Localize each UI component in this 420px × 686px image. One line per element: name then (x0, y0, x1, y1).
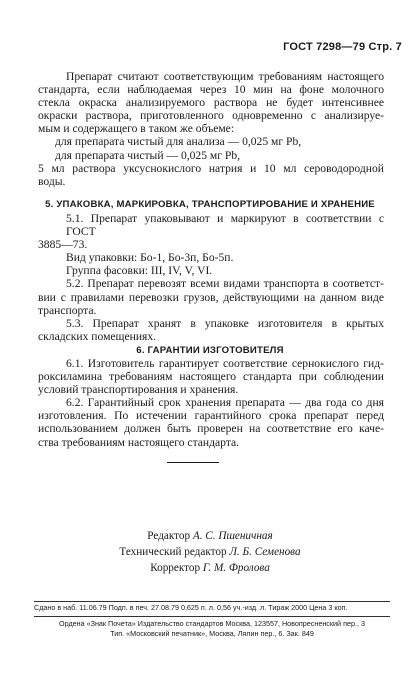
text-line: 6.1. Изготовитель гарантирует соответствие сернокислого гид- (66, 357, 384, 370)
imprint-rule-middle (34, 616, 390, 617)
credit-role: Корректор (150, 562, 201, 574)
intro-paragraph (38, 70, 384, 188)
credit-role: Технический редактор (119, 546, 227, 558)
credits-block (0, 528, 420, 576)
credit-name: Л. Б. Семенова (229, 546, 301, 558)
text-line: окраски раствора, приготовленного одновременно с анализируе- (38, 109, 384, 123)
imprint-rule-top (34, 601, 390, 602)
section-heading: 5. УПАКОВКА, МАРКИРОВКА, ТРАНСПОРТИРОВАНИЕ И ХРАНЕНИЕ (45, 199, 375, 210)
text-line: мым и содержащего в таком же объеме: (38, 122, 235, 136)
text-line: для препарата чистый для анализа — 0,025 мг Pb, (55, 135, 302, 149)
credit-name: Г. М. Фролова (202, 562, 270, 574)
imprint-text: Тип. «Московский печатник», Москва, Лялин пер., 6. Зак. 849 (110, 629, 314, 639)
section-6-body (38, 357, 384, 449)
text-line: изготовления. По истечении гарантийного срока препарат перед (38, 409, 384, 423)
text-line: условий транспортирования и хранения. (38, 383, 239, 397)
text-line: стекла окраска анализируемого раствора не будет интенсивнее (38, 96, 384, 110)
text-line: роксиламина требованиям настоящего стандарта при соблюдении (38, 370, 384, 384)
credit-name: А. С. Пшеничная (192, 530, 273, 542)
text-line: воды. (38, 174, 66, 188)
imprint-text: Ордена «Знак Почета» Издательство стандартов Москва, 123557, Новопресненский пер., 3 (59, 619, 365, 628)
text-line: 5.1. Препарат упаковывают и маркируют в соответствии с ГОСТ (66, 212, 384, 239)
text-line: 5.2. Препарат перевозят всеми видами транспорта в соответст- (66, 277, 384, 291)
section-heading: 6. ГАРАНТИИ ИЗГОТОВИТЕЛЯ (136, 345, 284, 356)
text-line: складских помещениях. (38, 329, 157, 343)
text-line: транспорта. (38, 303, 97, 317)
text-line: Группа фасовки: III, IV, V, VI. (66, 264, 213, 278)
section-5-body (38, 212, 384, 343)
text-line: 5 мл раствора уксуснокислого натрия и 10 мл сероводородной (38, 161, 384, 175)
imprint-line (34, 603, 404, 613)
text-line: вии с правилами перевозки грузов, действующими на данном виде (38, 290, 384, 304)
imprint-publisher (34, 619, 390, 639)
section-divider (167, 462, 219, 463)
text-line: ства требованиям настоящего стандарта. (38, 435, 240, 449)
credit-tech-editor (0, 544, 420, 560)
text-line: 5.3. Препарат хранят в упаковке изготовителя в крытых (66, 316, 384, 330)
credit-proofreader (0, 560, 420, 576)
credit-editor (0, 528, 420, 544)
page-header: ГОСТ 7298—79 Стр. 7 (283, 41, 402, 53)
text-line: 3885—73. (38, 238, 88, 252)
imprint-text: Сдано в наб. 11.06.79 Подп. в печ. 27.08.79 0,625 п. л. 0,56 уч.-изд. л. Тираж 2000 Цена 3 коп. (34, 603, 348, 612)
text-line: стандарта, если наблюдаемая через 10 мин на фоне молочного (38, 83, 384, 97)
text-line: Препарат считают соответствующим требованиям настоящего (66, 70, 384, 83)
text-line: для препарата чистый — 0,025 мг Pb, (55, 148, 241, 162)
text-line: использованием должен быть проверен на соответствие его каче- (38, 422, 384, 436)
text-line: 6.2. Гарантийный срок хранения препарата — два года со дня (66, 396, 384, 410)
credit-role: Редактор (147, 530, 191, 542)
text-line: Вид упаковки: Бо-1, Бо-3п, Бо-5п. (66, 251, 234, 265)
